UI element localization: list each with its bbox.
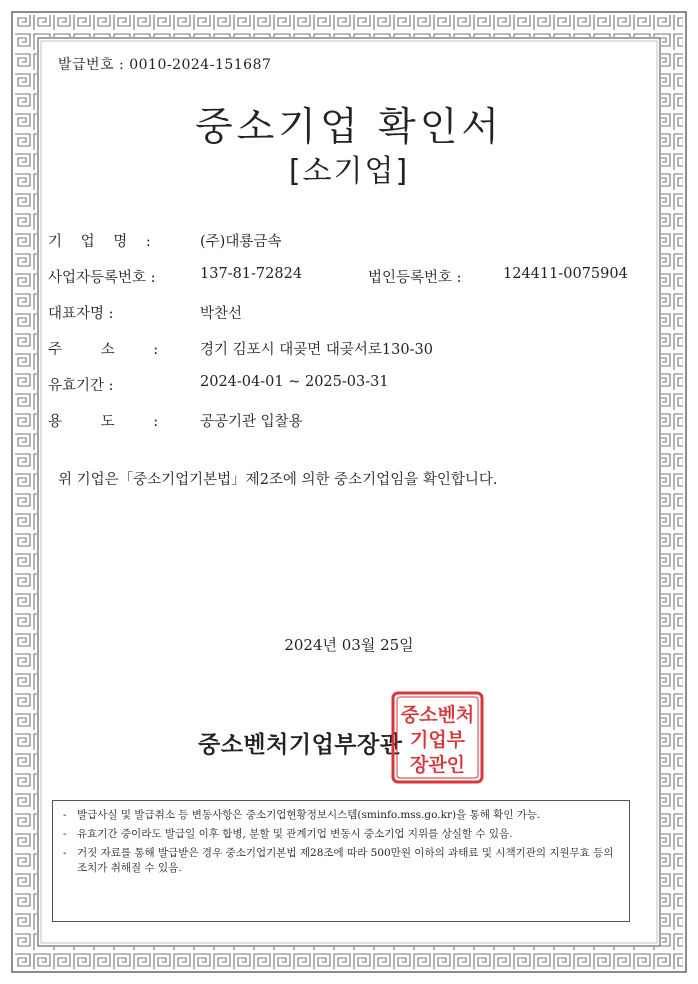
notice-item	[63, 808, 619, 823]
business-number-value: 137-81-72824	[200, 266, 303, 282]
business-number-label: 사업자등록번호 :	[48, 270, 156, 286]
address-label: 주 소 :	[48, 342, 159, 358]
purpose-label: 용 도 :	[48, 414, 159, 430]
notice-bullet: -	[63, 809, 67, 821]
address-value: 경기 김포시 대곶면 대곶서로130-30	[200, 342, 433, 358]
issuer-name: 중소벤처기업부장관	[198, 732, 403, 758]
notice-text: 유효기간 중이라도 발급일 이후 합병, 분할 및 관계기업 변동시 중소기업 지위를 상실할 수 있음.	[77, 828, 513, 840]
seal-line-3: 장관인	[409, 754, 466, 776]
seal-line-2: 기업부	[409, 729, 466, 751]
company-name-label: 기 업 명 :	[48, 234, 158, 250]
notice-item	[63, 846, 619, 876]
ceo-label: 대표자명 :	[48, 306, 114, 322]
document-subtitle: [소기업]	[288, 154, 410, 189]
issue-number-line	[58, 54, 271, 74]
corporate-number-label: 법인등록번호 :	[368, 270, 462, 286]
issue-date: 2024년 03월 25일	[284, 636, 414, 654]
validity-label: 유효기간 :	[48, 378, 114, 394]
validity-value: 2024-04-01 ~ 2025-03-31	[200, 374, 389, 390]
seal-line-1: 중소벤처	[400, 704, 475, 726]
notice-text: 거짓 자료를 통해 발급받은 경우 중소기업기본법 제28조에 따라 500만원 이하의 과태료 및 시책기관의 지원무효 등의 조치가 취해질 수 있음.	[77, 847, 614, 874]
document-title: 중소기업 확인서	[194, 105, 504, 150]
notice-item	[63, 827, 619, 842]
ceo-value: 박찬선	[200, 306, 243, 322]
purpose-value: 공공기관 입찰용	[200, 414, 303, 430]
notice-bullet: -	[63, 847, 67, 859]
corporate-number-value: 124411-0075904	[503, 266, 628, 282]
official-seal	[390, 690, 485, 785]
notice-box	[52, 800, 630, 922]
issue-number-label: 발급번호 :	[58, 57, 125, 73]
notice-text: 발급사실 및 발급취소 등 변동사항은 중소기업현황정보시스템(sminfo.mss.go.kr)을 통해 확인 가능.	[77, 809, 541, 821]
confirmation-statement: 위 기업은「중소기업기본법」제2조에 의한 중소기업임을 확인합니다.	[58, 472, 498, 488]
issue-number: 0010-2024-151687	[129, 57, 272, 73]
notice-bullet: -	[63, 828, 67, 840]
company-name-value: (주)대룡금속	[200, 234, 282, 250]
